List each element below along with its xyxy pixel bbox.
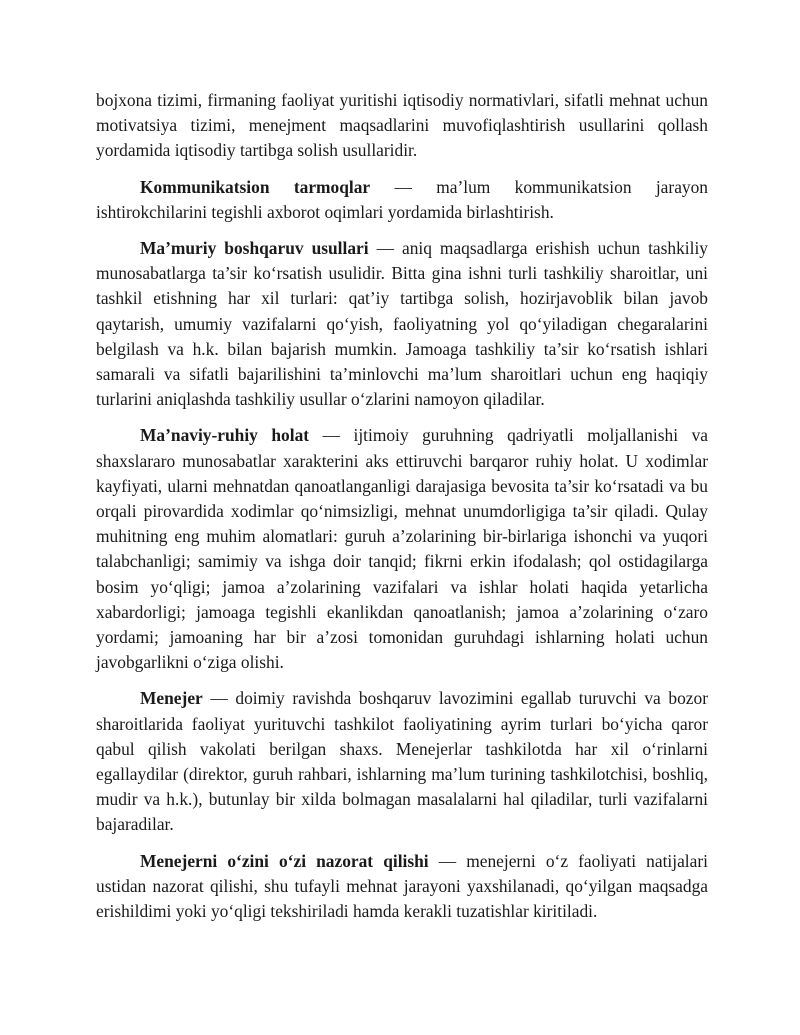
paragraph-continuation [96, 88, 708, 164]
definition-kommunikatsion-tarmoqlar [96, 175, 708, 225]
definition-term: Kommunikatsion tarmoqlar [140, 176, 371, 197]
definition-mamuriy-boshqaruv-usullari [96, 236, 708, 412]
definition-term: Menejerni o‘zini o‘zi nazorat qilishi [140, 850, 429, 871]
definition-term: Ma’naviy-ruhiy holat [140, 425, 310, 446]
definition-text: — ma’lum kommunikatsion jarayon ishtirokchilarini tegishli axborot oqimlari yordamida birlashtirish. [96, 176, 708, 222]
definition-text: — doimiy ravishda boshqaruv lavozimini egallab turuvchi va bozor sharoitlarida faoliyat yurituvchi tashkilot faoliyatining ayrim turlari bo‘yicha qaror qabul qilish vakolati berilgan shaxs. Menejerlar tashkilotda har xil o‘rinlarni egallaydilar (direktor, guruh rahbari, ishlarning ma’lum turining tashkilotchisi, boshliq, mudir va h.k.), butunlay bir xilda bolmagan masalalarni hal qiladilar, turli vazifalarni bajaradilar. [96, 688, 708, 835]
definition-term: Menejer [140, 688, 203, 709]
definition-text: — aniq maqsadlarga erishish uchun tashkiliy munosabatlarga ta’sir ko‘rsatish usulidir. Bitta gina ishni turli tashkiliy sharoitlar, uni tashkil etishning har xil turlari: qat’iy tartibga solish, hozirjavoblik bilan javob qaytarish, umumiy vazifalarni qo‘yish, faoliyatning yol qo‘yiladigan chegaralarini belgilash va h.k. bilan bajarish mumkin. Jamoaga tashkiliy ta’sir ko‘rsatish ishlari samarali va sifatli bajarilishini ta’minlovchi ma’lum sharoitlari uchun eng haqiqiy turlarini aniqlashda tashkiliy usullar o‘zlarini namoyon qiladilar. [96, 238, 709, 410]
definition-text: — menejerni o‘z faoliyati natijalari ustidan nazorat qilishi, shu tufayli mehnat jarayoni yaxshilanadi, qo‘yilgan maqsadga erishildimi yoki yo‘qligi tekshiriladi hamda kerakli tuzatishlar kiritiladi. [96, 850, 708, 922]
definition-text: — ijtimoiy guruhning qadriyatli moljallanishi va shaxslararo munosabatlar xarakterini aks ettiruvchi barqaror ruhiy holat. U xodimlar kayfiyati, ularni mehnatdan qanoatlanganligi darajasiga bevosita ta’sir ko‘rsatadi va bu orqali pirovardida xodimlar qo‘nimsizligi, mehnat unumdorligiga ta’sir qiladi. Qulay muhitning eng muhim alomatlari: guruh a’zolarining bir-birlariga ishonchi va yuqori talabchanligi; samimiy va ishga doir tanqid; fikrni erkin ifodalash; qol ostidagilarga bosim yo‘qligi; jamoa a’zolarining vazifalari va ishlar holati haqida yetarlicha xabardorligi; jamoaga tegishli ekanlikdan qanoatlanish; jamoa a’zolarining o‘zaro yordami; jamoaning har bir a’zosi tomonidan guruhdagi ishlarning holati uchun javobgarlikni o‘ziga olishi. [96, 425, 708, 673]
paragraph-text: bojxona tizimi, firmaning faoliyat yuritishi iqtisodiy normativlari, sifatli mehnat uchun motivatsiya tizimi, menejment maqsadlarini muvofiqlashtirish usullarini qollash yordamida iqtisodiy tartibga solish usullaridir. [96, 90, 708, 161]
definition-menejerni-ozini-ozi-nazorat-qilishi [96, 849, 708, 925]
definition-term: Ma’muriy boshqaruv usullari [140, 238, 369, 259]
definition-manaviy-ruhiy-holat [96, 423, 708, 675]
definition-menejer [96, 686, 708, 837]
document-page [96, 88, 708, 935]
